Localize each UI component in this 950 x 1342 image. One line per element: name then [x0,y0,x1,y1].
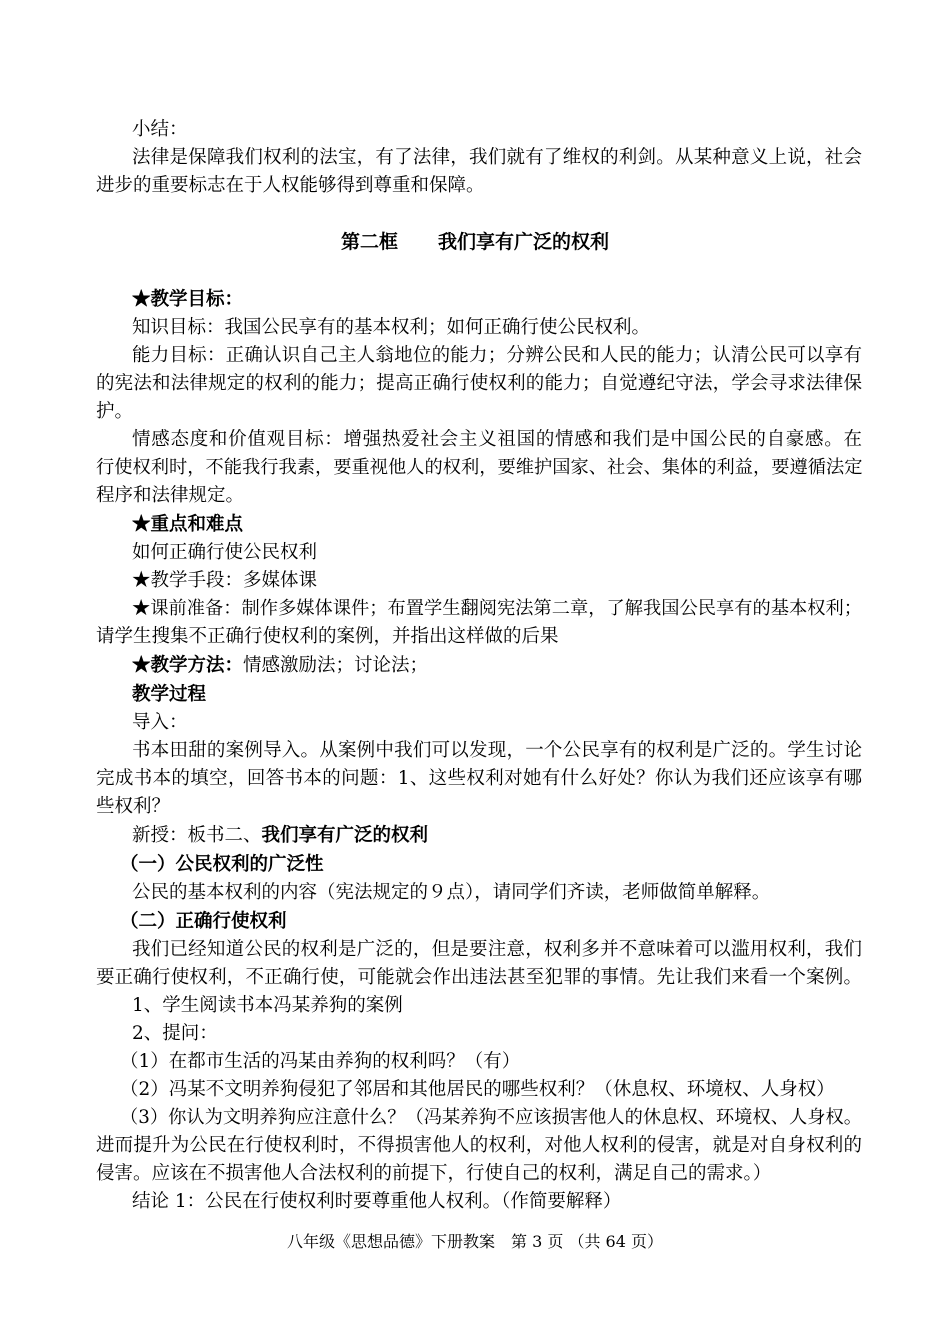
subsection-2-line-1: 我们已经知道公民的权利是广泛的，但是要注意，权利多并不意味着可以滥用权利，我们 [132,939,862,960]
intro-line-1: 书本田甜的案例导入。从案例中我们可以发现，一个公民享有的权利是广泛的。学生讨论 [132,740,862,761]
prep-line-2: 请学生搜集不正确行使权利的案例，并指出这样做的后果 [96,626,559,647]
intro-line-2: 完成书本的填空，回答书本的问题：1、这些权利对她有什么好处？你认为我们还应该享有哪 [96,768,862,789]
key-points-content: 如何正确行使公民权利 [132,542,318,563]
question-3-line-1: （3）你认为文明养狗应注意什么？（冯某养狗不应该损害他人的休息权、环境权、人身权。 [120,1107,862,1128]
teaching-method [132,654,862,678]
subsection-2-heading: （二）正确行使权利 [120,911,287,932]
subsection-2-line-2: 要正确行使权利，不正确行使，可能就会作出违法甚至犯罪的事情。先让我们来看一个案例。 [96,967,862,988]
summary-paragraph-line-2: 进步的重要标志在于人权能够得到尊重和保障。 [96,175,485,196]
new-lesson-title: 我们享有广泛的权利 [261,825,429,846]
method-label: ★教学方法： [132,655,244,676]
goals-knowledge: 知识目标：我国公民享有的基本权利；如何正确行使公民权利。 [132,317,651,338]
goals-heading: ★教学目标： [132,289,244,310]
method-text: 情感激励法；讨论法； [243,655,429,676]
process-heading: 教学过程 [132,684,207,705]
key-points-heading: ★重点和难点 [132,514,244,535]
goals-emotion-line-1: 情感态度和价值观目标：增强热爱社会主义祖国的情感和我们是中国公民的自豪感。在 [132,429,862,450]
question-3-line-3: 侵害。应该在不损害他人合法权利的前提下，行使自己的权利，满足自己的需求。） [96,1163,772,1184]
question-1: （1）在都市生活的冯某由养狗的权利吗？（有） [120,1051,521,1072]
conclusion-1: 结论 1：公民在行使权利时要尊重他人权利。（作简要解释） [132,1191,622,1212]
intro-line-3: 些权利？ [96,796,171,817]
prep-line-1: ★课前准备：制作多媒体课件；布置学生翻阅宪法第二章，了解我国公民享有的基本权利； [132,598,862,619]
page-footer: 八年级《思想品德》下册教案 第 3 页 （共 64 页） [287,1232,663,1251]
goals-ability-line-3: 护。 [96,401,134,422]
summary-label: 小结： [132,119,188,140]
question-2: （2）冯某不文明养狗侵犯了邻居和其他居民的哪些权利？（休息权、环境权、人身权） [120,1079,835,1100]
goals-ability-line-2: 的宪法和法律规定的权利的能力；提高正确行使权利的能力；自觉遵纪守法，学会寻求法律保 [96,373,862,394]
step-2: 2、提问： [132,1023,218,1044]
new-lesson-prefix: 新授：板书二、 [132,825,262,846]
subsection-1-heading: （一）公民权利的广泛性 [120,854,324,875]
teaching-means: ★教学手段：多媒体课 [132,570,318,591]
subsection-1-text: 公民的基本权利的内容（宪法规定的９点），请同学们齐读，老师做简单解释。 [132,882,771,903]
goals-ability-line-1: 能力目标：正确认识自己主人翁地位的能力；分辨公民和人民的能力；认清公民可以享有 [132,345,862,366]
section-title-name: 我们享有广泛的权利 [438,231,610,253]
step-1: 1、学生阅读书本冯某养狗的案例 [132,995,403,1016]
section-title-part: 第二框 [340,231,398,253]
goals-emotion-line-2: 行使权利时，不能我行我素，要重视他人的权利，要维护国家、社会、集体的利益，要遵循法定 [96,457,863,478]
new-lesson [132,824,862,848]
intro-label: 导入： [132,712,188,733]
section-title [0,229,950,255]
summary-paragraph-line-1: 法律是保障我们权利的法宝，有了法律，我们就有了维权的利剑。从某种意义上说，社会 [132,147,862,168]
question-3-line-2: 进而提升为公民在行使权利时，不得损害他人的权利，对他人权利的侵害，就是对自身权利的 [96,1135,862,1156]
goals-emotion-line-3: 程序和法律规定。 [96,485,245,506]
